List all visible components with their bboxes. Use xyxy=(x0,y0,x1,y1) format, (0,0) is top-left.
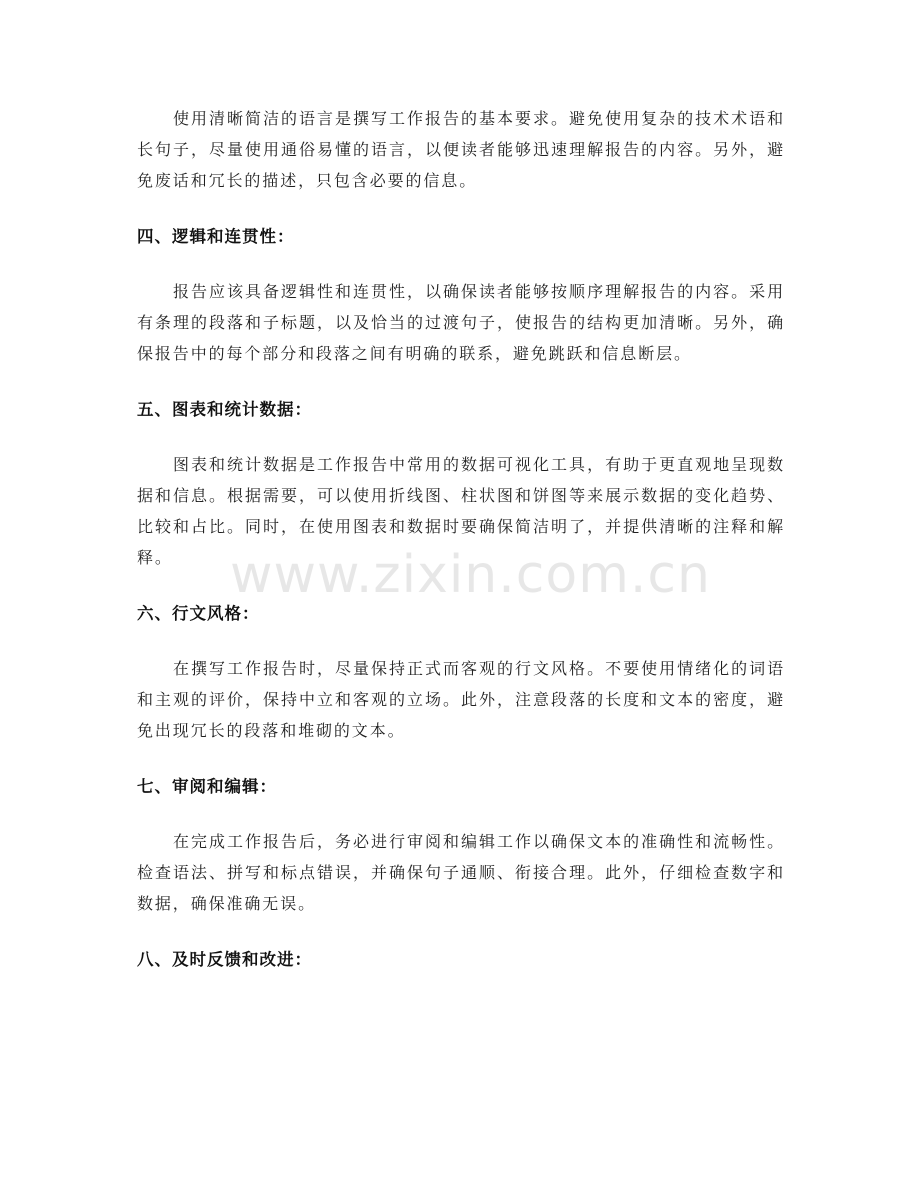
watermark: www.zixin.com.cn xyxy=(230,545,711,605)
heading-writing-style: 六、行文风格： xyxy=(137,604,260,623)
paragraph-charts-statistics: 图表和统计数据是工作报告中常用的数据可视化工具，有助于更直观地呈现数据和信息。根据需要，可以使用折线图、柱状图和饼图等来展示数据的变化趋势、比较和占比。同时，在使用图表和数据时要确保简洁明了，并提供清晰的注释和解释。 xyxy=(137,455,785,567)
heading-logic-coherence: 四、逻辑和连贯性： xyxy=(137,227,295,246)
heading-feedback-improvement: 八、及时反馈和改进： xyxy=(137,950,312,969)
document-body xyxy=(137,103,785,975)
heading-review-editing: 七、审阅和编辑： xyxy=(137,777,277,796)
heading-charts-statistics: 五、图表和统计数据： xyxy=(137,400,312,419)
paragraph-writing-style: 在撰写工作报告时，尽量保持正式而客观的行文风格。不要使用情绪化的词语和主观的评价，保持中立和客观的立场。此外，注意段落的长度和文本的密度，避免出现冗长的段落和堆砌的文本。 xyxy=(137,659,785,740)
paragraph-clear-language: 使用清晰简洁的语言是撰写工作报告的基本要求。避免使用复杂的技术术语和长句子，尽量使用通俗易懂的语言，以便读者能够迅速理解报告的内容。另外，避免废话和冗长的描述，只包含必要的信息。 xyxy=(137,109,785,190)
paragraph-review-editing: 在完成工作报告后，务必进行审阅和编辑工作以确保文本的准确性和流畅性。检查语法、拼写和标点错误，并确保句子通顺、衔接合理。此外，仔细检查数字和数据，确保准确无误。 xyxy=(137,832,785,913)
paragraph-logic-coherence: 报告应该具备逻辑性和连贯性，以确保读者能够按顺序理解报告的内容。采用有条理的段落和子标题，以及恰当的过渡句子，使报告的结构更加清晰。另外，确保报告中的每个部分和段落之间有明确的联系，避免跳跃和信息断层。 xyxy=(137,282,785,363)
